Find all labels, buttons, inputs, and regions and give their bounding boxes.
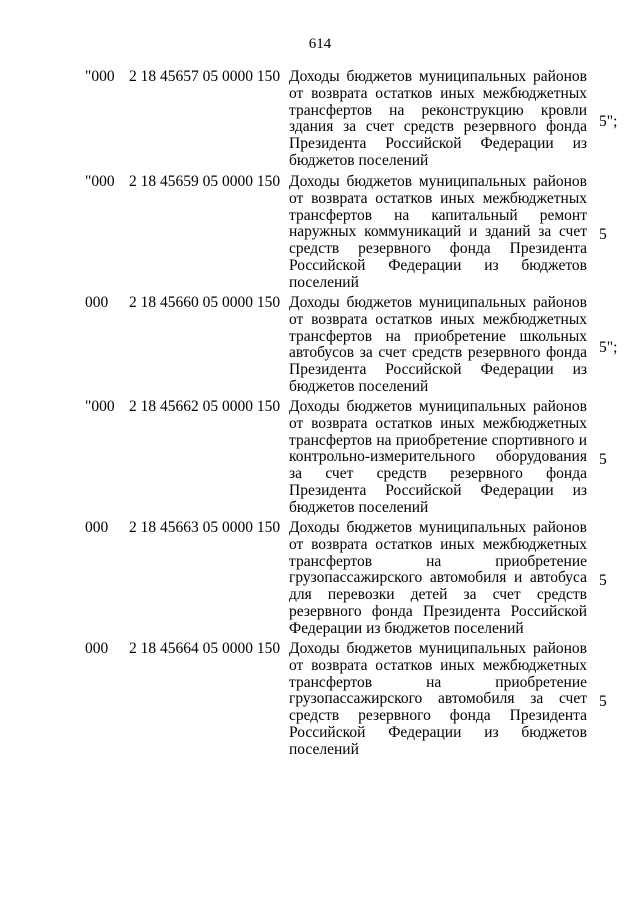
row-description: Доходы бюджетов муниципальных районов от возврата остатков иных межбюджетных трансфертов на приобретение грузопассажирского автомобиля и автобуса для перевозки детей за счет средств резервного фонда Президента Российской Федерации из бюджетов поселений — [289, 519, 587, 637]
page-number: 614 — [308, 36, 332, 52]
row-code: 2 18 45662 05 0000 150 — [129, 398, 281, 415]
row-code: 2 18 45663 05 0000 150 — [129, 519, 281, 536]
row-suffix: 5 — [599, 226, 607, 243]
row-prefix: "000 — [85, 68, 115, 85]
row-prefix: "000 — [85, 173, 115, 190]
row-prefix: 000 — [85, 640, 109, 657]
row-suffix: 5 — [599, 693, 607, 710]
row-description: Доходы бюджетов муниципальных районов от возврата остатков иных межбюджетных трансфертов на приобретение грузопассажирского автомобиля за счет средств резервного фонда Президента Российской Федерации из бюджетов поселений — [289, 640, 587, 758]
row-description: Доходы бюджетов муниципальных районов от возврата остатков иных межбюджетных трансфертов на приобретение спортивного и контрольно-измерительного оборудования за счет средств резервного фонда Президента Российской Федерации из бюджетов поселений — [289, 398, 587, 516]
row-suffix: 5"; — [599, 339, 618, 356]
row-description: Доходы бюджетов муниципальных районов от возврата остатков иных межбюджетных трансфертов на приобретение школьных автобусов за счет средств резервного фонда Президента Российской Федерации из бюджетов поселений — [289, 294, 587, 395]
row-code: 2 18 45660 05 0000 150 — [129, 294, 281, 311]
row-description: Доходы бюджетов муниципальных районов от возврата остатков иных межбюджетных трансфертов на капитальный ремонт наружных коммуникаций и зданий за счет средств резервного фонда Президента Российской Федерации из бюджетов поселений — [289, 173, 587, 291]
row-prefix: 000 — [85, 294, 109, 311]
row-code: 2 18 45664 05 0000 150 — [129, 640, 281, 657]
row-prefix: "000 — [85, 398, 115, 415]
row-code: 2 18 45657 05 0000 150 — [129, 68, 281, 85]
row-suffix: 5"; — [599, 113, 618, 130]
row-description: Доходы бюджетов муниципальных районов от возврата остатков иных межбюджетных трансфертов на реконструкцию кровли здания за счет средств резервного фонда Президента Российской Федерации из бюджетов поселений — [289, 68, 587, 169]
row-prefix: 000 — [85, 519, 109, 536]
row-code: 2 18 45659 05 0000 150 — [129, 173, 281, 190]
row-suffix: 5 — [599, 451, 607, 468]
row-suffix: 5 — [599, 572, 607, 589]
